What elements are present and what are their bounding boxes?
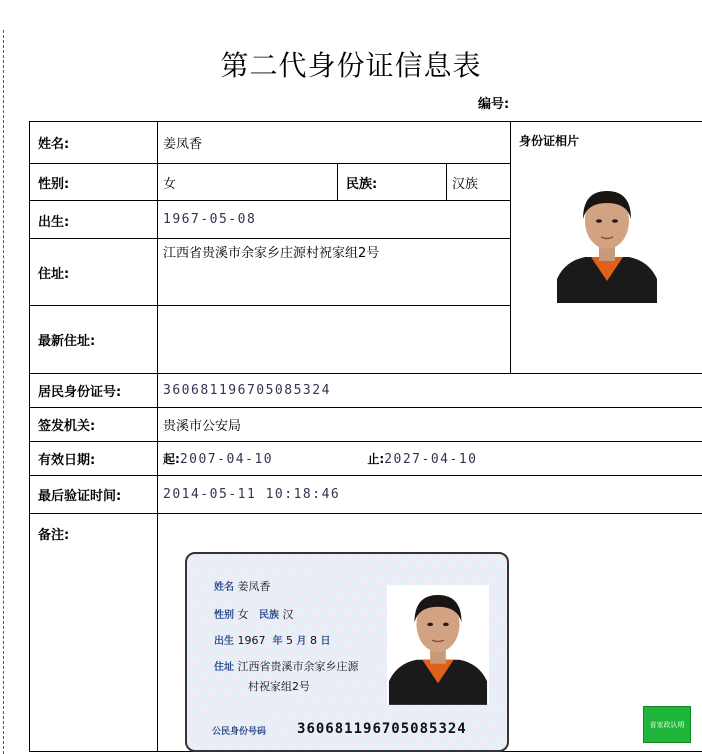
last-verify-label: 最后验证时间: xyxy=(30,476,158,514)
birth-label: 出生: xyxy=(30,201,158,239)
card-year-char: 年 xyxy=(272,636,283,647)
card-birth-key: 出生 xyxy=(214,636,235,647)
valid-to-label: 止: xyxy=(367,452,385,466)
authority-label: 签发机关: xyxy=(30,408,158,442)
valid-to-value: 2027-04-10 xyxy=(384,452,478,467)
page-title: 第二代身份证信息表 xyxy=(220,49,482,82)
card-name-row xyxy=(214,578,271,594)
remark-label: 备注: xyxy=(30,514,158,752)
id-number-value: 360681196705085324 xyxy=(158,374,702,408)
id-card-image xyxy=(185,552,509,752)
card-address-line2: 村祝家组2号 xyxy=(248,680,311,693)
card-day-char: 日 xyxy=(320,636,331,647)
ethnicity-label: 民族: xyxy=(338,164,447,201)
validity-label: 有效日期: xyxy=(30,442,158,476)
last-verify-value: 2014-05-11 10:18:46 xyxy=(158,476,702,514)
card-ethnicity-key: 民族 xyxy=(259,610,280,621)
valid-from-value: 2007-04-10 xyxy=(179,452,274,467)
card-month-char: 月 xyxy=(296,636,307,647)
card-birth-year: 1967 xyxy=(237,634,266,647)
photo-label: 身份证相片 xyxy=(519,134,580,148)
gender-label: 性别: xyxy=(30,164,158,201)
remark-value xyxy=(158,514,702,752)
serial-label: 编号: xyxy=(478,97,510,112)
card-birth-row xyxy=(214,632,331,647)
valid-from-label: 起: xyxy=(163,452,180,466)
birth-value: 1967-05-08 xyxy=(158,201,511,239)
name-label: 姓名: xyxy=(30,122,158,164)
card-birth-month: 5 xyxy=(286,634,294,647)
gender-value: 女 xyxy=(158,164,338,201)
card-name-key: 姓名 xyxy=(214,582,235,593)
card-address-key: 住址 xyxy=(214,662,235,673)
address-value: 江西省贵溪市余家乡庄源村祝家组2号 xyxy=(158,239,511,306)
validity-value xyxy=(158,442,702,476)
card-id-key: 公民身份号码 xyxy=(212,727,267,737)
serial-number xyxy=(478,93,509,112)
portrait-photo xyxy=(555,181,659,303)
dashed-cut-line xyxy=(3,30,4,754)
new-address-value xyxy=(158,306,511,374)
address-label: 住址: xyxy=(30,239,158,306)
card-ethnicity: 汉 xyxy=(282,608,294,621)
verification-badge[interactable]: 省家政认明 xyxy=(643,706,691,743)
card-gender: 女 xyxy=(237,608,249,621)
ethnicity-value: 汉族 xyxy=(447,164,511,201)
photo-cell xyxy=(511,122,702,374)
card-gender-key: 性别 xyxy=(214,610,235,621)
card-portrait-photo xyxy=(387,584,489,706)
card-id-number: 360681196705085324 xyxy=(297,721,467,737)
new-address-label: 最新住址: xyxy=(30,306,158,374)
card-address-line1: 江西省贵溪市余家乡庄源 xyxy=(237,660,359,673)
name-value: 姜凤香 xyxy=(158,122,511,164)
card-name: 姜凤香 xyxy=(237,580,271,593)
card-gender-row xyxy=(214,606,294,622)
id-info-table xyxy=(29,121,702,752)
card-birth-day: 8 xyxy=(310,634,318,647)
authority-value: 贵溪市公安局 xyxy=(158,408,702,442)
id-number-label: 居民身份证号: xyxy=(30,374,158,408)
card-address-row xyxy=(214,658,359,674)
